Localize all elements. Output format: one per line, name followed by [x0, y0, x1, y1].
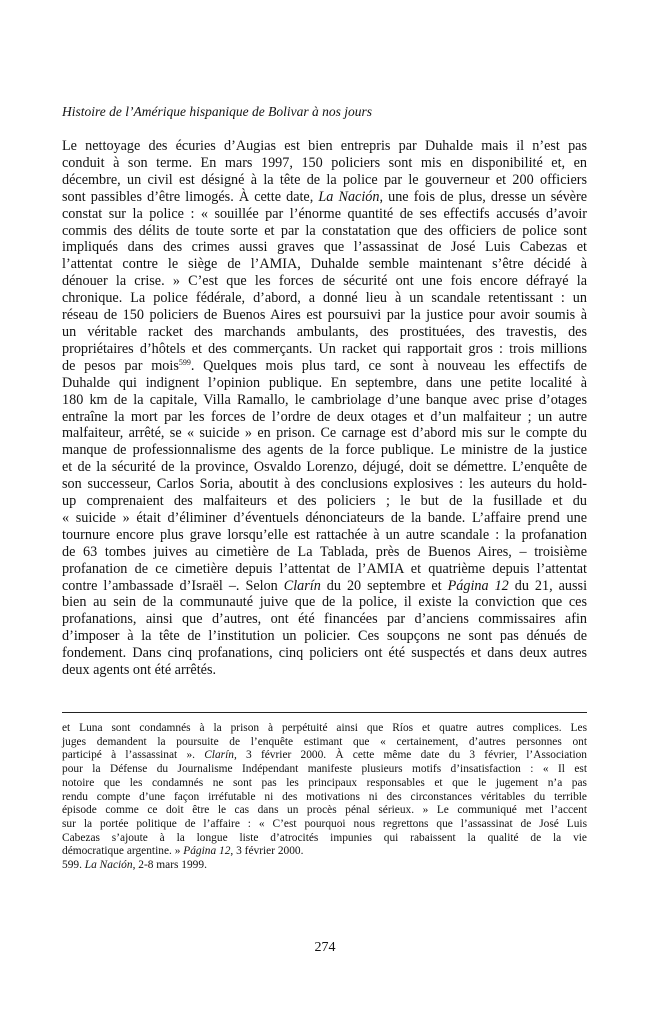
- footnote-line: [62, 749, 587, 763]
- body-line: [62, 189, 587, 206]
- text-segment: réseau de 150 policiers de Buenos Aires est poursuivi par la justice pour avoir soumis à: [62, 307, 587, 324]
- text-segment: constat sur la police : « souillée par l’énorme quantité de ses effectifs accusés d’avoir: [62, 205, 587, 222]
- text-segment: Duhalde qui indignent l’opinion publique. En septembre, dans une petite localité à: [62, 374, 587, 391]
- body-line: [62, 206, 587, 223]
- text-segment: commis des délits de toute sorte et par la constatation que des officiers de police sont: [62, 222, 587, 239]
- text-segment: impliqués dans des crimes aussi graves que l’assassinat de José Luis Cabezas et: [62, 239, 587, 256]
- text-segment: rendu compte d’une façon irréfutable ni des motivations ni des circonstances véritables du terrible: [62, 790, 587, 803]
- text-segment: et Luna sont condamnés à la prison à perpétuité ainsi que Ríos et quatre autres complices. Les: [62, 722, 587, 734]
- text-segment: entraîne la mort par les forces de l’ordre de deux otages et d’un malfaiteur ; un autre: [62, 408, 587, 425]
- body-line: [62, 392, 587, 409]
- text-segment: . Quelques mois plus tard, ce sont à nouveau les effectifs de: [190, 357, 587, 374]
- footnote-line: [62, 859, 587, 873]
- body-line: [62, 578, 587, 595]
- italic-title: La Nación: [84, 859, 133, 872]
- text-segment: sont passibles d’être limogés. À cette date,: [62, 188, 319, 205]
- footnote-line: [62, 763, 587, 777]
- body-line: [62, 138, 587, 155]
- text-segment: , une fois de plus, dresse un sévère: [379, 188, 587, 205]
- running-head: Histoire de l’Amérique hispanique de Bolivar à nos jours: [62, 104, 372, 119]
- footnote-line: [62, 818, 587, 832]
- body-line: [62, 459, 587, 476]
- text-segment: épisode comme ce doit être le cas dans un procès pénal sérieux. » Le communiqué met l’accent: [62, 804, 587, 817]
- body-line: [62, 594, 587, 611]
- text-segment: d’imposer à la tête de l’institution un policier. Ces soupçons ne sont pas dénués de: [62, 628, 587, 645]
- text-segment: de pesos par mois: [62, 357, 179, 374]
- body-line: [62, 425, 587, 442]
- text-segment: profanation de ce cimetière depuis l’attentat de l’AMIA et quatrième depuis l’attentat: [62, 560, 587, 577]
- text-segment: propriétaires d’hôtels et des commerçants. Un racket qui rapportait gros : trois millions: [62, 340, 587, 357]
- body-line: [62, 493, 587, 510]
- text-segment: malfaiteur, arrêté, se « suicide » en prison. Ce carnage est d’abord mis sur le compte du: [62, 425, 587, 442]
- text-segment: sur la portée politique de l’affaire : « C’est pourquoi nous regrettons que l’assassinat de José Luis: [62, 817, 587, 830]
- text-segment: notoire que les condamnés ne sont pas les principaux responsables et que le jugement n’a pas: [62, 776, 587, 789]
- text-segment: décembre, un civil est désigné à la tête de la police par le gouverneur et 200 officiers: [62, 171, 587, 188]
- footnote-line: [62, 845, 587, 859]
- body-line: [62, 273, 587, 290]
- footnote-line: [62, 777, 587, 791]
- italic-title: Clarín: [283, 577, 321, 594]
- text-segment: participé à l’assassinat ».: [62, 749, 205, 762]
- text-segment: 599.: [62, 859, 85, 872]
- italic-title: Clarín,: [204, 749, 237, 762]
- body-line: [62, 662, 587, 679]
- body-line: [62, 611, 587, 628]
- text-segment: l’attentat contre le siège de l’AMIA, Duhalde semble maintenant s’être décidé à: [62, 256, 587, 273]
- text-segment: 3 février 2000. À cette même date du 3 février, l’Association: [236, 749, 587, 762]
- text-segment: et de la sécurité de la province, Osvaldo Lorenzo, déjugé, doit se démettre. L’enquête de: [62, 459, 587, 476]
- body-line: [62, 409, 587, 426]
- body-line: [62, 358, 587, 375]
- text-segment: profanations, ainsi que d’autres, ont été financées par d’anciens commissaires afin: [62, 611, 587, 628]
- body-line: [62, 239, 587, 256]
- text-segment: du 21, aussi: [508, 577, 588, 594]
- footnote-divider: [62, 712, 587, 713]
- text-segment: Cabezas s’ajoute à la longue liste d’atrocités impunies qui rabaissent la qualité de la vie: [62, 831, 587, 844]
- footnote-line: [62, 722, 587, 736]
- text-segment: chronique. La police fédérale, d’abord, a donné lieu à un scandale retentissant : un: [62, 290, 587, 307]
- text-segment: juges demandent la poursuite de l’enquête estimant que « certainement, d’autres personnes ont: [62, 735, 587, 748]
- body-line: [62, 223, 587, 240]
- body-line: [62, 442, 587, 459]
- footnote-line: [62, 791, 587, 805]
- text-segment: bien au sein de la communauté juive que de la police, il existe la conviction que ces: [62, 594, 587, 611]
- text-segment: pour la Défense du Journalisme Indépendant manifeste plusieurs motifs d’insatisfaction : « Il est: [62, 763, 587, 776]
- body-line: [62, 290, 587, 307]
- body-line: [62, 375, 587, 392]
- body-line: [62, 628, 587, 645]
- italic-title: La Nación: [318, 188, 380, 205]
- body-line: [62, 510, 587, 527]
- body-line: [62, 155, 587, 172]
- text-segment: du 20 septembre et: [320, 577, 448, 594]
- text-segment: manque de professionnalisme des agents de la force publique. Le ministre de la justice: [62, 442, 587, 459]
- body-line: [62, 172, 587, 189]
- text-segment: contre l’ambassade d’Israël –. Selon: [62, 577, 284, 594]
- text-segment: tournure encore plus grave lorsqu’elle est rattachée à un autre scandale : la profanation: [62, 526, 587, 543]
- footnote-line: [62, 804, 587, 818]
- italic-title: Página 12: [447, 577, 509, 594]
- text-segment: de 63 tombes juives au cimetière de La Tablada, près de Buenos Aires, – troisième: [62, 543, 587, 560]
- body-line: [62, 544, 587, 561]
- page-number: 274: [314, 940, 336, 955]
- body-line: [62, 256, 587, 273]
- body-line: [62, 527, 587, 544]
- text-segment: son successeur, Carlos Soria, aboutit à des conclusions explosives : les auteurs du hold-: [62, 476, 587, 493]
- text-segment: dénouer la crise. » C’est que les forces de sécurité ont une fois encore défrayé la: [62, 273, 587, 290]
- footnote-line: [62, 736, 587, 750]
- body-text: [62, 138, 587, 679]
- body-line: [62, 307, 587, 324]
- footnote-reference: 599: [178, 357, 191, 367]
- italic-title: Página 12: [183, 845, 231, 858]
- footnote-line: [62, 832, 587, 846]
- text-segment: un véritable racket des marchands ambulants, des prostituées, des travestis, des: [62, 323, 587, 340]
- text-segment: up comprenaient des malfaiteurs et des policiers ; le but de la fusillade et du: [62, 493, 587, 510]
- text-segment: « suicide » était d’éliminer d’éventuels dénonciateurs de la bande. L’affaire prend une: [62, 509, 587, 526]
- footnotes: [62, 722, 587, 873]
- body-line: [62, 645, 587, 662]
- text-segment: deux agents ont été arrêtés.: [62, 662, 217, 679]
- text-segment: 180 km de la capitale, Villa Ramallo, le cambriolage d’une banque avec prise d’otages: [62, 391, 587, 408]
- text-segment: démocratique argentine. »: [62, 845, 184, 858]
- body-line: [62, 561, 587, 578]
- text-segment: conduit à son terme. En mars 1997, 150 policiers sont mis en disponibilité et, en: [62, 154, 587, 171]
- body-line: [62, 324, 587, 341]
- text-segment: , 3 février 2000.: [230, 845, 304, 858]
- text-segment: fondement. Dans cinq profanations, cinq policiers ont été suspectés et dans deux autres: [62, 645, 587, 662]
- body-line: [62, 476, 587, 493]
- text-segment: Le nettoyage des écuries d’Augias est bien entrepris par Duhalde mais il n’est pas: [62, 138, 587, 154]
- body-line: [62, 341, 587, 358]
- text-segment: , 2-8 mars 1999.: [132, 859, 207, 872]
